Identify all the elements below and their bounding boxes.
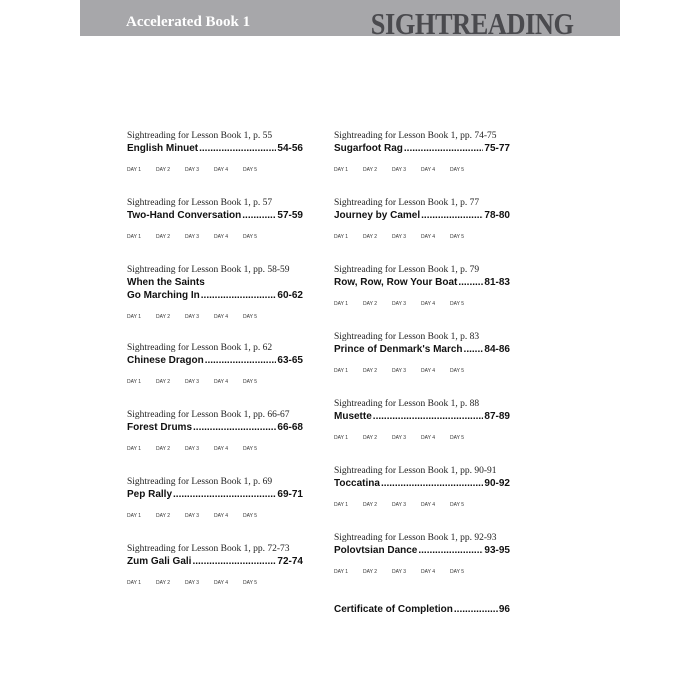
day-label: DAY 3 <box>392 569 406 575</box>
contents-entry[interactable] <box>334 198 510 265</box>
day-label: DAY 2 <box>156 234 170 240</box>
day-label: DAY 2 <box>156 379 170 385</box>
contents-entry[interactable] <box>334 466 510 533</box>
day-label: DAY 3 <box>185 234 199 240</box>
source-reference: Sightreading for Lesson Book 1, p. 57 <box>127 198 273 208</box>
day-label: DAY 2 <box>363 234 377 240</box>
day-label: DAY 3 <box>185 167 199 173</box>
piece-title: Toccatina <box>334 478 380 489</box>
piece-title: Pep Rally <box>127 489 173 500</box>
day-label: DAY 1 <box>334 234 348 240</box>
day-label: DAY 4 <box>421 167 435 173</box>
day-label: DAY 1 <box>127 379 141 385</box>
source-reference: Sightreading for Lesson Book 1, pp. 72-73 <box>127 544 290 554</box>
day-label: DAY 4 <box>214 446 228 452</box>
leader-dots <box>418 544 483 557</box>
header-bar <box>80 0 620 41</box>
contents-entry[interactable] <box>127 343 303 410</box>
piece-title: Journey by Camel <box>334 210 421 221</box>
contents-entry[interactable] <box>334 131 510 198</box>
day-checklist <box>127 446 303 452</box>
source-reference: Sightreading for Lesson Book 1, pp. 90-91 <box>334 466 497 476</box>
day-label: DAY 2 <box>156 446 170 452</box>
contents-right-column <box>334 131 510 616</box>
source-reference: Sightreading for Lesson Book 1, pp. 74-75 <box>334 131 497 141</box>
day-checklist <box>334 502 510 508</box>
day-checklist <box>334 435 510 441</box>
page-range: 81-83 <box>484 277 510 288</box>
day-label: DAY 2 <box>156 167 170 173</box>
day-label: DAY 3 <box>392 435 406 441</box>
piece-title: Sugarfoot Rag <box>334 143 403 154</box>
day-label: DAY 5 <box>450 368 464 374</box>
day-label: DAY 5 <box>450 301 464 307</box>
source-reference: Sightreading for Lesson Book 1, p. 88 <box>334 399 480 409</box>
day-checklist <box>127 167 303 173</box>
leader-dots <box>192 555 276 568</box>
day-label: DAY 2 <box>156 513 170 519</box>
leader-dots <box>193 421 276 434</box>
day-checklist <box>334 301 510 307</box>
day-label: DAY 5 <box>243 580 257 586</box>
page-range: 57-59 <box>277 210 303 221</box>
day-label: DAY 1 <box>334 569 348 575</box>
source-reference: Sightreading for Lesson Book 1, pp. 66-67 <box>127 410 290 420</box>
day-label: DAY 1 <box>127 446 141 452</box>
contents-entry[interactable] <box>127 265 303 343</box>
day-checklist <box>127 234 303 240</box>
day-label: DAY 5 <box>450 569 464 575</box>
day-label: DAY 5 <box>243 234 257 240</box>
page-range: 69-71 <box>277 489 303 500</box>
day-label: DAY 1 <box>334 368 348 374</box>
source-reference: Sightreading for Lesson Book 1, pp. 58-59 <box>127 265 290 275</box>
page-range: 93-95 <box>484 545 510 556</box>
day-checklist <box>127 314 303 320</box>
piece-title: English Minuet <box>127 143 199 154</box>
page-range: 75-77 <box>484 143 510 154</box>
page-range: 90-92 <box>484 478 510 489</box>
day-label: DAY 4 <box>214 234 228 240</box>
day-label: DAY 4 <box>214 513 228 519</box>
page-range: 66-68 <box>277 422 303 433</box>
day-checklist <box>127 379 303 385</box>
day-label: DAY 5 <box>243 314 257 320</box>
piece-title: Polovtsian Dance <box>334 545 418 556</box>
day-label: DAY 2 <box>156 314 170 320</box>
contents-entry[interactable] <box>334 332 510 399</box>
contents-entry[interactable] <box>127 198 303 265</box>
day-label: DAY 5 <box>450 167 464 173</box>
day-label: DAY 3 <box>185 379 199 385</box>
day-checklist <box>334 569 510 575</box>
day-label: DAY 2 <box>363 435 377 441</box>
day-checklist <box>334 167 510 173</box>
day-label: DAY 3 <box>392 167 406 173</box>
day-label: DAY 1 <box>127 580 141 586</box>
leader-dots <box>201 289 277 302</box>
day-label: DAY 1 <box>334 167 348 173</box>
page-range: 60-62 <box>277 290 303 301</box>
day-label: DAY 3 <box>392 301 406 307</box>
source-reference: Sightreading for Lesson Book 1, p. 62 <box>127 343 273 353</box>
day-label: DAY 5 <box>450 502 464 508</box>
day-label: DAY 4 <box>421 502 435 508</box>
day-label: DAY 3 <box>392 234 406 240</box>
piece-title: Zum Gali Gali <box>127 556 192 567</box>
day-label: DAY 1 <box>334 435 348 441</box>
contents-left-column <box>127 131 303 611</box>
book-title: Accelerated Book 1 <box>126 14 251 30</box>
day-label: DAY 2 <box>363 167 377 173</box>
day-label: DAY 3 <box>185 314 199 320</box>
source-reference: Sightreading for Lesson Book 1, p. 77 <box>334 198 480 208</box>
day-label: DAY 1 <box>127 314 141 320</box>
day-label: DAY 4 <box>421 569 435 575</box>
contents-entry[interactable] <box>334 399 510 466</box>
day-label: DAY 2 <box>363 301 377 307</box>
day-label: DAY 1 <box>334 502 348 508</box>
contents-entry[interactable] <box>127 477 303 544</box>
piece-title: Go Marching In <box>127 290 200 301</box>
day-label: DAY 1 <box>127 513 141 519</box>
day-label: DAY 5 <box>450 234 464 240</box>
certificate-title: Certificate of Completion <box>334 604 453 615</box>
day-checklist <box>127 580 303 586</box>
piece-title: Prince of Denmark's March <box>334 344 463 355</box>
piece-title: Row, Row, Row Your Boat <box>334 277 458 288</box>
leader-dots <box>381 477 483 490</box>
source-reference: Sightreading for Lesson Book 1, p. 55 <box>127 131 273 141</box>
contents-entry[interactable] <box>334 265 510 332</box>
day-label: DAY 4 <box>421 435 435 441</box>
page-range: 84-86 <box>484 344 510 355</box>
page-range: 87-89 <box>484 411 510 422</box>
day-label: DAY 3 <box>392 368 406 374</box>
contents-entry[interactable] <box>334 533 510 600</box>
piece-title: Musette <box>334 411 372 422</box>
day-label: DAY 1 <box>334 301 348 307</box>
day-label: DAY 4 <box>214 379 228 385</box>
day-label: DAY 3 <box>185 513 199 519</box>
day-label: DAY 5 <box>243 446 257 452</box>
page-range: 54-56 <box>277 143 303 154</box>
leader-dots <box>173 488 276 501</box>
day-label: DAY 5 <box>450 435 464 441</box>
day-label: DAY 1 <box>127 234 141 240</box>
source-reference: Sightreading for Lesson Book 1, pp. 92-93 <box>334 533 497 543</box>
day-label: DAY 4 <box>214 167 228 173</box>
piece-title: Two-Hand Conversation <box>127 210 242 221</box>
leader-dots <box>454 603 498 616</box>
page-range: 78-80 <box>484 210 510 221</box>
leader-dots <box>464 343 484 356</box>
day-label: DAY 5 <box>243 379 257 385</box>
day-label: DAY 2 <box>363 502 377 508</box>
source-reference: Sightreading for Lesson Book 1, p. 79 <box>334 265 480 275</box>
leader-dots <box>205 354 277 367</box>
day-label: DAY 4 <box>421 234 435 240</box>
day-checklist <box>127 513 303 519</box>
page-range: 63-65 <box>277 355 303 366</box>
contents-entry[interactable] <box>127 131 303 198</box>
day-label: DAY 4 <box>421 368 435 374</box>
leader-dots <box>199 142 276 155</box>
day-label: DAY 4 <box>421 301 435 307</box>
piece-title-line1: When the Saints <box>127 277 205 288</box>
day-label: DAY 1 <box>127 167 141 173</box>
day-label: DAY 5 <box>243 513 257 519</box>
day-label: DAY 3 <box>185 446 199 452</box>
day-label: DAY 5 <box>243 167 257 173</box>
source-reference: Sightreading for Lesson Book 1, p. 83 <box>334 332 480 342</box>
page-range: 96 <box>498 604 510 615</box>
piece-title: Chinese Dragon <box>127 355 204 366</box>
day-checklist <box>334 234 510 240</box>
leader-dots <box>404 142 484 155</box>
section-title: SIGHTREADING <box>371 6 574 41</box>
day-label: DAY 3 <box>392 502 406 508</box>
leader-dots <box>458 276 483 289</box>
day-label: DAY 4 <box>214 314 228 320</box>
certificate-entry[interactable] <box>334 603 510 616</box>
page-range: 72-74 <box>277 556 303 567</box>
contents-entry[interactable] <box>127 544 303 611</box>
leader-dots <box>421 209 483 222</box>
piece-title: Forest Drums <box>127 422 193 433</box>
leader-dots <box>242 209 276 222</box>
source-reference: Sightreading for Lesson Book 1, p. 69 <box>127 477 273 487</box>
day-label: DAY 3 <box>185 580 199 586</box>
day-label: DAY 4 <box>214 580 228 586</box>
day-checklist <box>334 368 510 374</box>
day-label: DAY 2 <box>363 569 377 575</box>
leader-dots <box>373 410 484 423</box>
day-label: DAY 2 <box>156 580 170 586</box>
contents-entry[interactable] <box>127 410 303 477</box>
day-label: DAY 2 <box>363 368 377 374</box>
